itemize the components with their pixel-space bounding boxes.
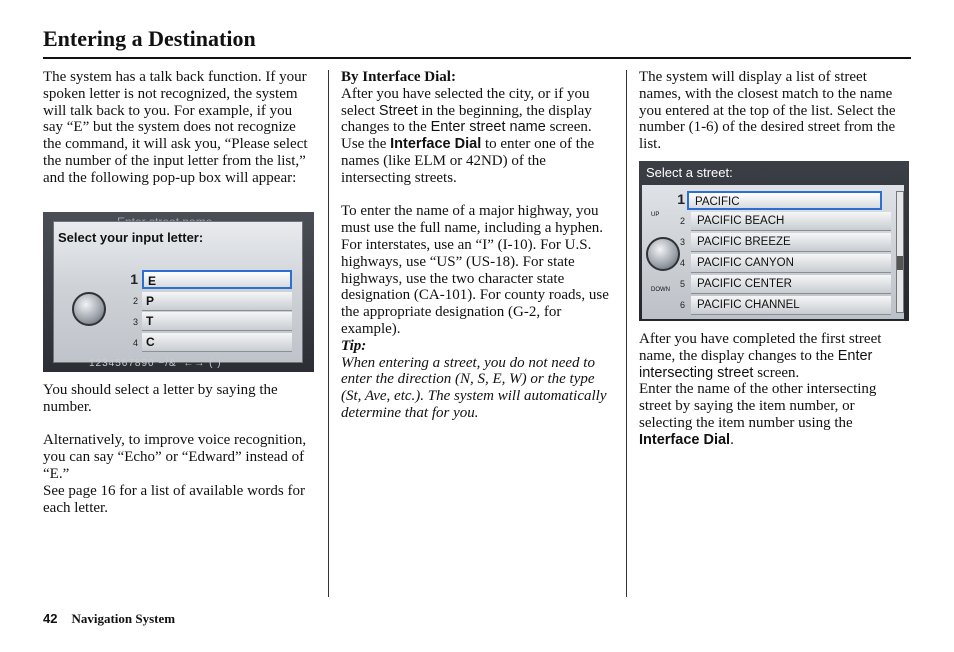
street-number-3: 3 — [679, 237, 685, 247]
page-title: Entering a Destination — [43, 26, 256, 51]
street-number-5: 5 — [679, 279, 685, 289]
intersecting-street-paragraph: After you have completed the first street name, the display changes to the Enter intersecting street screen. — [639, 331, 882, 381]
street-option-1[interactable]: PACIFIC — [687, 191, 882, 210]
select-street-screen — [639, 161, 909, 321]
column-3-lower — [639, 331, 911, 449]
street-number-6: 6 — [679, 300, 685, 310]
letter-option-1[interactable]: E — [142, 270, 292, 289]
down-label: DOWN — [651, 287, 670, 293]
column-2 — [341, 69, 613, 422]
alternative-paragraph: Alternatively, to improve voice recognition, you can say “Echo” or “Edward” instead of “E.” — [43, 432, 307, 482]
page-footer — [43, 611, 175, 627]
scrollbar-thumb[interactable] — [897, 256, 903, 270]
street-option-3[interactable]: PACIFIC BREEZE — [691, 233, 891, 252]
street-number-1: 1 — [677, 191, 685, 207]
title-rule — [43, 57, 911, 59]
letter-option-2[interactable]: P — [142, 292, 292, 311]
interface-dial-term: Interface Dial — [390, 136, 482, 153]
interface-dial-heading: By Interface Dial: — [341, 69, 456, 85]
letter-option-3[interactable]: T — [142, 312, 292, 331]
column-1-lower — [43, 382, 315, 516]
letter-number-3: 3 — [132, 317, 138, 327]
talk-back-paragraph: The system has a talk back function. If your spoken letter is not recognized, the system will talk back to you. For example, if you say “E” but the system does not recognize the command, it will ask you, “Please select the number of the input letter from the list,” and the following pop-up box will appear: — [43, 69, 308, 186]
input-letter-popup — [53, 221, 303, 363]
column-divider-2 — [626, 70, 627, 597]
enter-other-street-paragraph: Enter the name of the other intersecting street by saying the item number, or selecting the item number using the Interface Dial. — [639, 381, 877, 448]
letter-number-4: 4 — [132, 338, 138, 348]
popup-heading: Select your input letter: — [58, 230, 204, 245]
page-number: 42 — [43, 611, 58, 626]
dial-knob-icon — [72, 292, 106, 326]
letter-number-2: 2 — [132, 296, 138, 306]
letter-number-1: 1 — [130, 271, 138, 287]
tip-text: When entering a street, you do not need to enter the direction (N, S, E, W) or the type (St, Ave, etc.). The system will automatically determine that for you. — [341, 354, 607, 421]
tip-heading: Tip: — [341, 337, 367, 354]
street-option-4[interactable]: PACIFIC CANYON — [691, 254, 891, 273]
street-list-scrollbar[interactable] — [896, 191, 904, 313]
street-list-paragraph: The system will display a list of street names, with the closest match to the name you entered at the top of the list. Select the number (1-6) of the desired street from the list. — [639, 69, 896, 153]
up-label: UP — [651, 212, 660, 218]
column-3 — [639, 69, 911, 153]
highway-paragraph: To enter the name of a major highway, you must use the full name, including a hyphen. For interstates, use an “I” (I-10). For U.S. highways, use “US” (US-18). For state highways, use the two character state designation (CA-101). For county roads, use the appropriate designation (G-2, for example). — [341, 203, 609, 337]
interface-dial-paragraph: After you have selected the city, or if you select Street in the beginning, the display changes to the Enter street name screen. Use the Interface Dial to enter one of the names (like ELM or 42ND) of the intersecting streets. — [341, 85, 595, 186]
input-letter-screen — [43, 212, 314, 372]
street-option-2[interactable]: PACIFIC BEACH — [691, 212, 891, 231]
footer-section: Navigation System — [71, 611, 176, 626]
keyboard-row-text: 1234567890 −/&' ←→ ( ) — [89, 358, 222, 369]
street-option-6[interactable]: PACIFIC CHANNEL — [691, 296, 891, 315]
select-letter-paragraph: You should select a letter by saying the number. — [43, 382, 278, 415]
street-screen-heading: Select a street: — [646, 165, 733, 180]
enter-street-name-term: Enter street name — [430, 119, 546, 136]
street-number-2: 2 — [679, 216, 685, 226]
street-option-5[interactable]: PACIFIC CENTER — [691, 275, 891, 294]
enter-intersecting-street-term: Enter intersecting street — [639, 347, 873, 381]
column-1 — [43, 69, 315, 187]
street-term: Street — [378, 102, 418, 119]
see-page-paragraph: See page 16 for a list of available words for each letter. — [43, 482, 305, 516]
interface-dial-term-2: Interface Dial — [639, 431, 731, 448]
letter-option-4[interactable]: C — [142, 333, 292, 352]
column-divider-1 — [328, 70, 329, 597]
street-number-4: 4 — [679, 258, 685, 268]
